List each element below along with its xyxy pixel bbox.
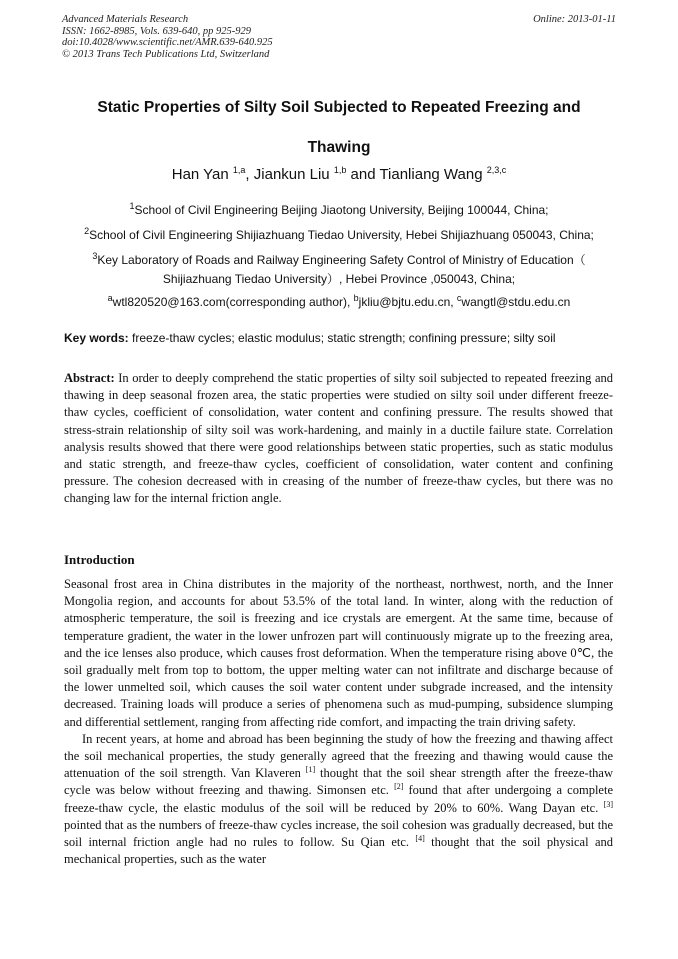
affiliation-mark: 1 <box>129 201 135 211</box>
author-separator: , <box>245 166 254 183</box>
title-line-2: Thawing <box>307 139 371 156</box>
affiliation-text-continued: Shijiazhuang Tiedao University）, Hebei Province ,050043, China; <box>162 272 516 286</box>
abstract-label: Abstract: <box>64 371 115 385</box>
affiliation-text: School of Civil Engineering Beijing Jiaotong University, Beijing 100044, China; <box>134 203 549 217</box>
author-emails <box>60 293 618 312</box>
citation-ref[interactable]: [3] <box>603 799 613 809</box>
paragraph-text: thought that the soil physical and mechanical properties, such as the water <box>64 835 614 867</box>
email-link[interactable]: wangtl@stdu.edu.cn <box>461 295 571 309</box>
introduction-body <box>64 576 613 868</box>
paragraph-text: pointed that as the numbers of freeze-thaw cycles increase, the soil cohesion was gradually decreased, but the soil internal friction angle had no rules to follow. Su Qian etc. <box>64 817 613 850</box>
author-name: Jiankun Liu <box>253 166 330 183</box>
citation-ref[interactable]: [2] <box>394 782 404 792</box>
affiliation-2 <box>60 226 618 245</box>
author-affiliation-mark: 1,b <box>333 165 347 175</box>
affiliation-1 <box>60 201 618 220</box>
journal-name: Advanced Materials Research <box>62 14 189 25</box>
issn-line: ISSN: 1662-8985, Vols. 639-640, pp 925-929 <box>62 25 251 37</box>
author-name: Han Yan <box>171 166 229 183</box>
affiliation-mark: 2 <box>84 226 90 236</box>
online-date: Online: 2013-01-11 <box>533 14 616 25</box>
copyright-line: © 2013 Trans Tech Publications Ltd, Switzerland <box>62 48 270 60</box>
section-heading-introduction: Introduction <box>64 552 135 567</box>
paragraph-text: In recent years, at home and abroad has been beginning the study of how the freezing and thawing affect the soil mechanical properties, the study generally agreed that the freezing and thawing would cause the attenuation of the soil strength. Van Klaveren <box>64 731 613 781</box>
email-mark: c <box>456 293 462 303</box>
affiliation-text: School of Civil Engineering Shijiazhuang Tiedao University, Hebei Shijiazhuang 050043, China; <box>89 228 594 242</box>
email-link[interactable]: jkliu@bjtu.edu.cn, <box>358 295 457 309</box>
author-list <box>60 166 618 183</box>
paragraph-text: thought that the soil shear strength after the freeze-thaw cycle was below without freezing and thawing. Simonsen etc. <box>64 766 613 798</box>
doi-line: doi:10.4028/www.scientific.net/AMR.639-640.925 <box>62 37 273 48</box>
title-line-1: Static Properties of Silty Soil Subjected to Repeated Freezing and <box>97 99 581 116</box>
abstract <box>64 370 613 508</box>
affiliation-3 <box>60 251 618 289</box>
paragraph <box>64 731 613 869</box>
citation-ref[interactable]: [1] <box>305 765 316 775</box>
keywords-label: Key words: <box>64 331 129 345</box>
email-mark: a <box>107 293 113 303</box>
keywords <box>64 331 624 345</box>
paper-title <box>60 88 618 168</box>
email-link[interactable]: wtl820520@163.com(corresponding author), <box>112 295 354 309</box>
paragraph: Seasonal frost area in China distributes in the majority of the northeast, northwest, north, and the Inner Mongolia region, and accounts for about 53.5% of the total land. In winter, along with the reduction of atmospheric temperature, the soil is freezing and ice crystals are emergent. At the same time, because of temperature gradient, the water in the lower unfrozen part will continuously migrate up to the freezing area, and the ice lenses also produce, which causes frost deformation. When the temperature rising above 0℃, the soil gradually melt from top to bottom, the upper melting water can not infiltrate and discharge because of the lower unmelted soil, which causes the soil water content under subgrade increased, and the intensity decreased. Training loads will produce a series of phenomena such as mud-pumping, subsidence slumping and differential settlement, ranging from affecting ride comfort, and impacting the train driving safety. <box>64 577 613 729</box>
author-affiliation-mark: 1,a <box>232 165 246 175</box>
email-mark: b <box>353 293 359 303</box>
keywords-text: freeze-thaw cycles; elastic modulus; static strength; confining pressure; silty soil <box>128 331 556 345</box>
paragraph-text: found that after undergoing a complete freeze-thaw cycle, the elastic modulus of the soil will be reduced by 20% to 60%. Wang Dayan etc. <box>64 783 613 815</box>
affiliation-text: Key Laboratory of Roads and Railway Engineering Safety Control of Ministry of Education（ <box>97 253 586 267</box>
author-name: Tianliang Wang <box>379 166 483 183</box>
journal-header <box>62 14 616 60</box>
author-affiliation-mark: 2,3,c <box>486 165 507 175</box>
abstract-text: In order to deeply comprehend the static properties of silty soil subjected to repeated freezing and thawing in deep seasonal frozen area, the static properties were studied on silty soil under different freeze-thaw cycles, coefficient of consolidation, water content and confining pressure. The results showed that stress-strain relationship of silty soil was work-hardening, and mainly in a ductile failure state. Correlation analysis results showed that there were good relationships between static properties, such as static modulus and static strength, and freeze-thaw cycles, coefficient of consolidation, water content and confining pressure. The cohesion decreased with in creasing of the number of freeze-thaw cycles, but there was no changing law for the internal friction angle. <box>64 371 613 506</box>
citation-ref[interactable]: [4] <box>415 833 425 843</box>
author-separator: and <box>346 166 380 183</box>
affiliation-mark: 3 <box>92 251 98 261</box>
